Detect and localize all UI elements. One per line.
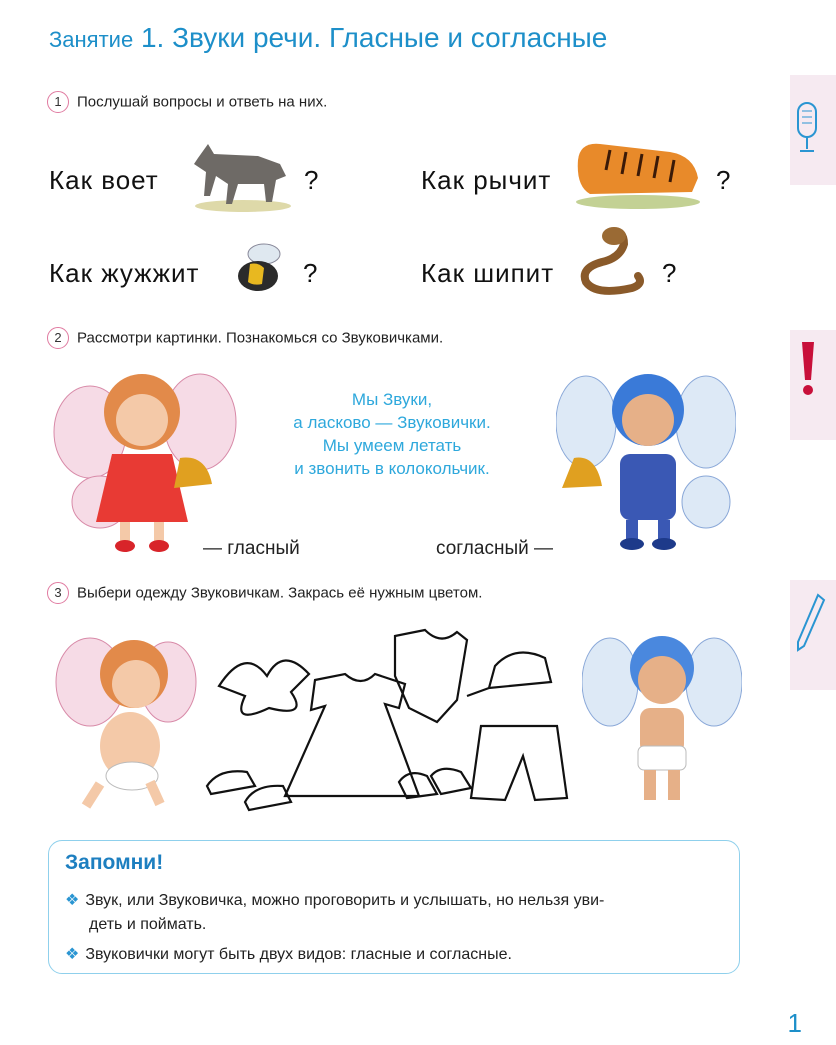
consonant-fairy-boy [556,362,736,560]
bee-illustration [228,240,290,298]
boys-shoes-outline [207,771,291,810]
task-3: 3 Выбери одежду Звуковичкам. Закрась её нужным цветом. [47,582,482,604]
remember-bullet-1-cont: деть и поймать. [89,916,207,933]
remember-bullet-2: ❖ Звуковички могут быть двух видов: гласные и согласные. [65,946,512,963]
vowel-fairy-girl [50,362,240,560]
girls-shoes-outline [399,769,471,798]
dress-outline [285,674,419,796]
side-tab-pencil [790,580,836,690]
side-tab-audio [790,75,836,185]
question-tiger: Как рычит [421,165,552,195]
shirt-outline [395,630,467,722]
question-snake: Как шипит [421,258,555,288]
bow-outline [219,660,309,714]
snake-illustration [572,222,652,302]
question-wolf: Как воет [49,165,159,195]
task-number: 2 [47,327,69,349]
question-mark: ? [662,258,678,288]
exclamation-icon [790,330,836,440]
microphone-icon [790,75,836,185]
poem: Мы Звуки, а ласково — Звуковички. Мы умеем летать и звонить в колокольчик. [293,390,491,478]
question-mark: ? [303,258,319,288]
page-number: 1 [787,1008,802,1038]
bullet-star-icon: ❖ [65,892,80,909]
remember-heading: Запомни! [65,851,164,874]
question-bee: Как жужжит [49,258,200,288]
task-number: 3 [47,582,69,604]
question-mark: ? [716,165,732,195]
task-1: 1 Послушай вопросы и ответь на них. [47,91,327,113]
remember-bullet-1: ❖ Звук, или Звуковичка, можно проговорить и услышать, но нельзя уви- [65,892,605,909]
fairy-girl-undressed [50,626,200,816]
side-tab-attention [790,330,836,440]
tiger-illustration [570,130,705,210]
label-consonant: согласный — [436,538,553,559]
remember-box [48,840,740,974]
page-title: Занятие 1. Звуки речи. Гласные и согласные [49,22,608,53]
cap-outline [467,653,551,696]
pencil-icon [790,580,836,690]
question-mark: ? [304,165,320,195]
clothes-outlines [205,626,575,826]
wolf-illustration [188,136,293,214]
bullet-star-icon: ❖ [65,946,80,963]
fairy-boy-undressed [582,626,742,816]
label-vowel: — гласный [203,538,300,559]
task-2: 2 Рассмотри картинки. Познакомься со Звуковичками. [47,327,443,349]
task-number: 1 [47,91,69,113]
shorts-outline [471,726,567,800]
